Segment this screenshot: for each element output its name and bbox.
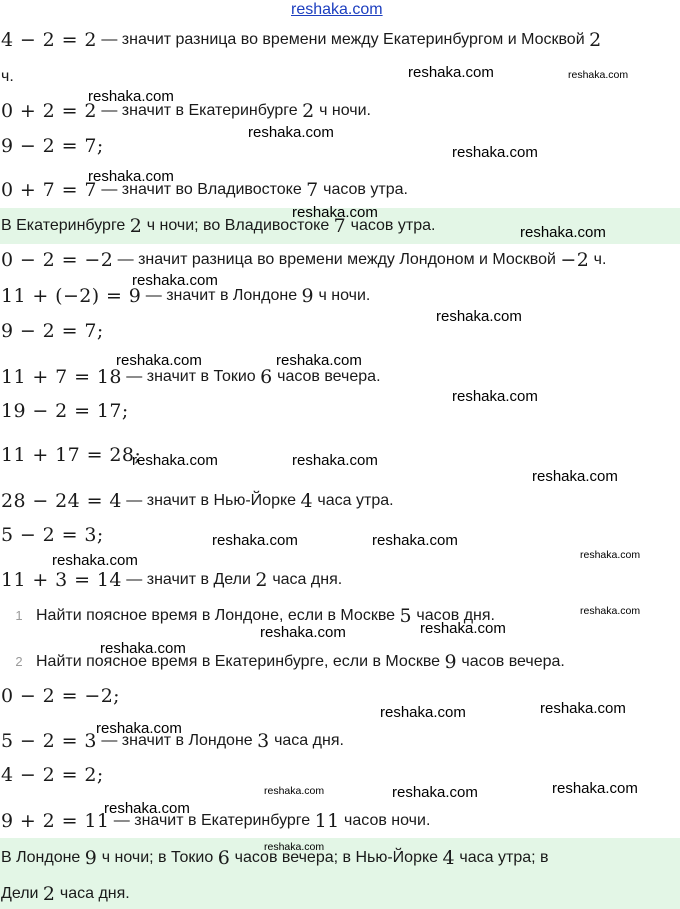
explanation: часа дня. <box>267 571 343 589</box>
equation: 0 + 7 = 7 <box>1 178 97 201</box>
equation: 28 − 24 = 4 <box>1 489 122 512</box>
value: 11 <box>314 809 340 832</box>
watermark: reshaka.com <box>88 168 174 185</box>
watermark: reshaka.com <box>532 468 618 485</box>
answer-text: ч ночи; в Токио <box>97 849 218 867</box>
watermark: reshaka.com <box>88 88 174 105</box>
answer-text: ч ночи; во Владивостоке <box>142 217 334 235</box>
equation: 11 + 17 = 28; <box>1 443 142 466</box>
explanation: ч. <box>1 68 14 86</box>
value: 4 <box>300 489 313 512</box>
watermark: reshaka.com <box>408 64 494 81</box>
value: 9 <box>444 650 457 673</box>
value: 9 <box>301 284 315 307</box>
equation: 5 − 2 = 3; <box>1 523 104 546</box>
task-number: 1 <box>15 608 23 624</box>
value: 6 <box>217 846 231 869</box>
watermark: reshaka.com <box>132 452 218 469</box>
solution-line <box>0 486 680 516</box>
explanation: ч ночи. <box>314 102 371 120</box>
explanation: — значит в Нью-Йорке <box>121 492 301 510</box>
explanation: — значит в Лондоне <box>141 287 302 305</box>
value: 5 <box>399 604 412 627</box>
task-number: 2 <box>15 654 23 670</box>
watermark: reshaka.com <box>248 124 334 141</box>
explanation: — значит в Лондоне <box>96 732 258 750</box>
equation: 9 − 2 = 7; <box>1 319 104 342</box>
watermark: reshaka.com <box>292 204 378 221</box>
watermark: reshaka.com <box>116 352 202 369</box>
watermark: reshaka.com <box>452 388 538 405</box>
explanation: часа утра. <box>312 492 394 510</box>
explanation: часов ночи. <box>339 812 431 830</box>
watermark: reshaka.com <box>452 144 538 161</box>
watermark: reshaka.com <box>380 704 466 721</box>
solution-line <box>0 131 680 161</box>
solution-line <box>0 806 680 836</box>
answer-text: Дели <box>1 885 43 903</box>
value: 7 <box>306 178 319 201</box>
watermark: reshaka.com <box>96 720 182 737</box>
value: 2 <box>129 214 143 237</box>
equation: 0 − 2 = −2 <box>1 248 114 271</box>
equation: 19 − 2 = 17; <box>1 399 129 422</box>
watermark: reshaka.com <box>100 640 186 657</box>
explanation: — значит во Владивостоке <box>96 181 307 199</box>
watermark: reshaka.com <box>276 352 362 369</box>
watermark: reshaka.com <box>420 620 506 637</box>
answer-line-continued <box>0 879 680 909</box>
solution-line <box>0 316 680 346</box>
watermark: reshaka.com <box>264 785 325 797</box>
task-text: часов вечера. <box>456 653 565 671</box>
explanation: — значит разница во времени между Екатеринбургом и Москвой <box>96 31 590 49</box>
answer-text: В Екатеринбурге <box>1 217 130 235</box>
watermark: reshaka.com <box>292 452 378 469</box>
watermark: reshaka.com <box>552 780 638 797</box>
value: 2 <box>255 568 268 591</box>
watermark: reshaka.com <box>52 552 138 569</box>
watermark: reshaka.com <box>132 272 218 289</box>
equation: 11 + (−2) = 9 <box>1 284 142 307</box>
task-text: Найти поясное время в Екатеринбурге, если в Москве <box>36 653 445 671</box>
solution-line <box>0 396 680 426</box>
solution-line <box>0 25 680 55</box>
explanation: — значит в Токио <box>121 368 261 386</box>
equation: 11 + 3 = 14 <box>1 568 122 591</box>
explanation: часов утра. <box>318 181 408 199</box>
explanation: — значит в Екатеринбурге <box>109 812 315 830</box>
value: −2 <box>560 248 590 271</box>
explanation: часов вечера. <box>272 368 381 386</box>
explanation: — значит в Дели <box>121 571 256 589</box>
watermark: reshaka.com <box>104 800 190 817</box>
watermark: reshaka.com <box>540 700 626 717</box>
answer-text: часов вечера; в Нью-Йорке <box>230 849 443 867</box>
solution-line <box>0 281 680 311</box>
solution-line <box>0 245 680 275</box>
value: 6 <box>260 365 273 388</box>
value: 3 <box>257 729 270 752</box>
answer-text: часов утра. <box>346 217 436 235</box>
watermark: reshaka.com <box>264 841 325 853</box>
watermark: reshaka.com <box>260 624 346 641</box>
solution-line <box>0 520 680 550</box>
watermark: reshaka.com <box>392 784 478 801</box>
watermark: reshaka.com <box>372 532 458 549</box>
task-text: Найти поясное время в Лондоне, если в Москве <box>36 607 400 625</box>
watermark: reshaka.com <box>212 532 298 549</box>
equation: 9 − 2 = 7; <box>1 134 104 157</box>
answer-text: В Лондоне <box>1 849 85 867</box>
explanation: часа дня. <box>269 732 344 750</box>
watermark: reshaka.com <box>436 308 522 325</box>
equation: 4 − 2 = 2 <box>1 28 97 51</box>
explanation: ч ночи. <box>314 287 371 305</box>
equation: 9 + 2 = 11 <box>1 809 110 832</box>
explanation: — значит разница во времени между Лондоном и Москвой <box>113 251 561 269</box>
explanation: — значит в Екатеринбурге <box>96 102 303 120</box>
answer-text: часа дня. <box>55 885 130 903</box>
equation: 5 − 2 = 3 <box>1 729 97 752</box>
equation: 0 − 2 = −2; <box>1 684 120 707</box>
value: 2 <box>42 882 56 905</box>
explanation: ч. <box>589 251 607 269</box>
watermark: reshaka.com <box>580 549 641 561</box>
equation: 11 + 7 = 18 <box>1 365 122 388</box>
task-text: часов дня. <box>411 607 495 625</box>
watermark: reshaka.com <box>568 69 629 81</box>
value: 4 <box>442 846 455 869</box>
watermark: reshaka.com <box>520 224 606 241</box>
answer-line <box>0 843 680 873</box>
watermark: reshaka.com <box>580 605 641 617</box>
equation: 0 + 2 = 2 <box>1 99 97 122</box>
value: 7 <box>333 214 347 237</box>
value: 2 <box>302 99 315 122</box>
answer-text: часа утра; в <box>454 849 549 867</box>
value: 2 <box>589 28 602 51</box>
solution-line <box>0 565 680 595</box>
top-site-link[interactable]: reshaka.com <box>291 1 383 18</box>
equation: 4 − 2 = 2; <box>1 763 104 786</box>
value: 9 <box>84 846 98 869</box>
